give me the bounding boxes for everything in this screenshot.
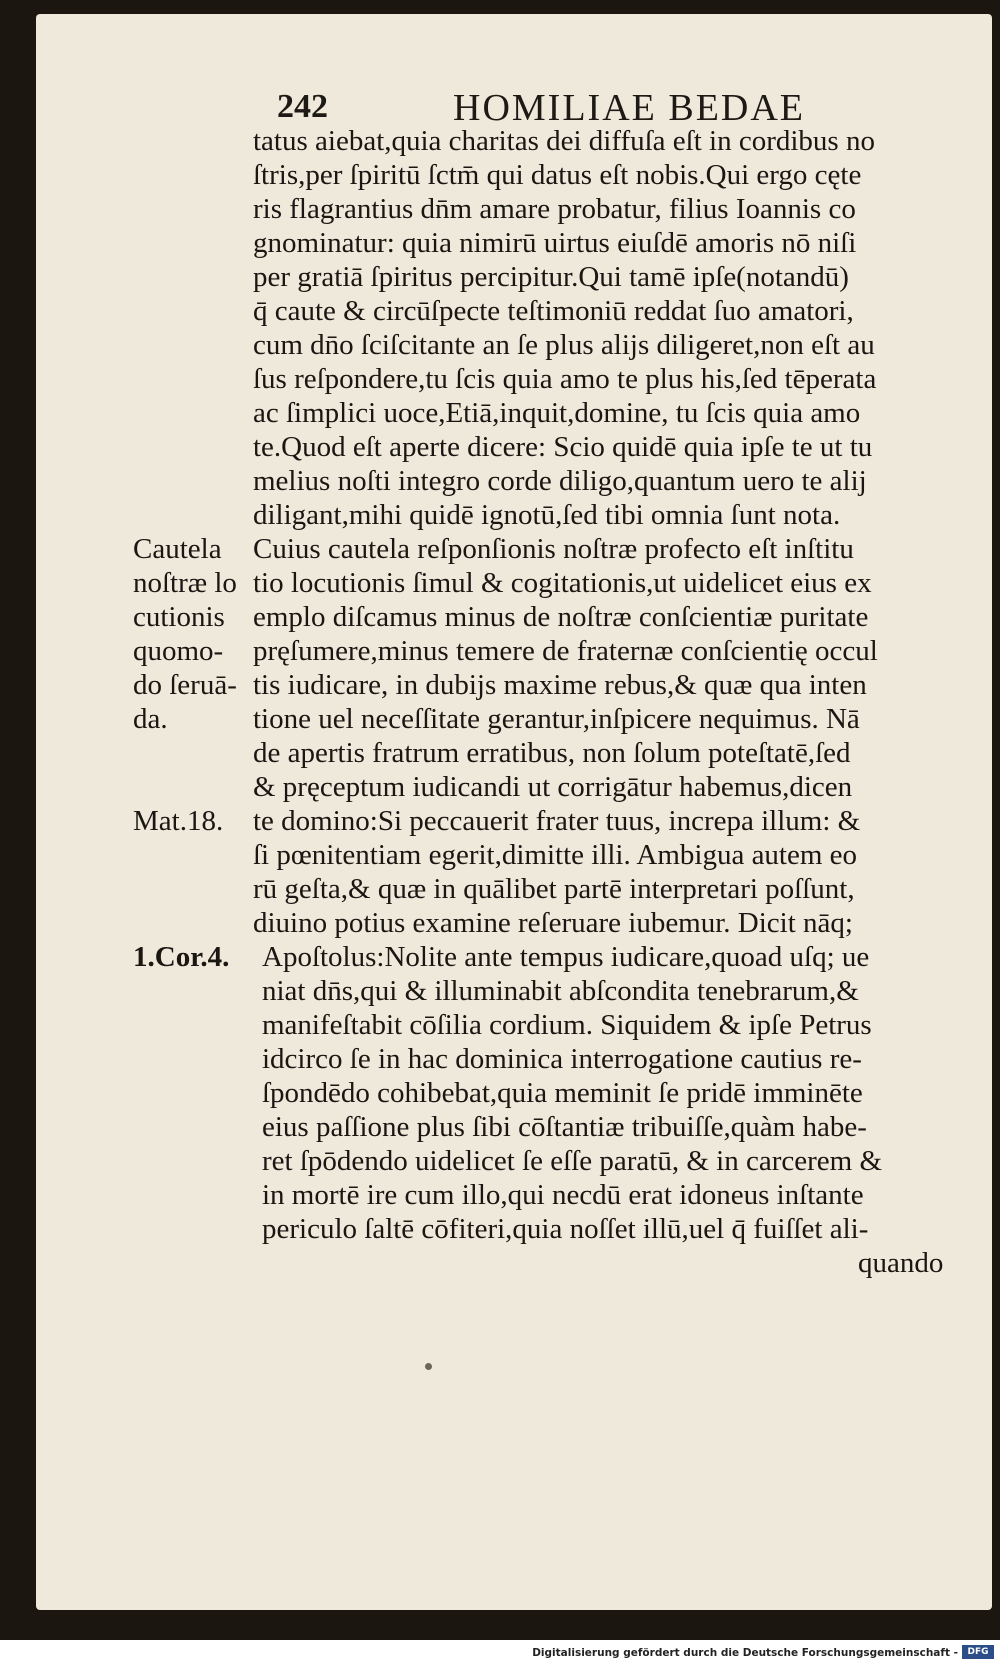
text-line: gnominatur: quia nimirū uirtus eiuſdē amoris nō niſi: [253, 227, 857, 259]
margin-note: 1.Cor.4.: [133, 941, 230, 973]
text-line: tione uel neceſſitate gerantur,inſpicere nequimus. Nā: [253, 703, 860, 735]
text-line: ſtris,per ſpiritū ſctm̄ qui datus eſt nobis.Qui ergo cęte: [253, 159, 862, 191]
text-line: te domino:Si peccauerit frater tuus, increpa illum: &: [253, 805, 861, 837]
text-line: pręſumere,minus temere de fraternæ conſcientię occul: [253, 635, 878, 667]
text-line: ret ſpōdendo uidelicet ſe eſſe paratū, & in carcerem &: [262, 1145, 883, 1177]
margin-note: Mat.18.: [133, 805, 224, 837]
dfg-logo: DFG: [962, 1645, 994, 1659]
page-number: 242: [277, 88, 328, 125]
text-line: cum dn̄o ſciſcitante an ſe plus alijs diligeret,non eſt au: [253, 329, 875, 361]
margin-note: cutionis: [133, 601, 225, 633]
text-line: in mortē ire cum illo,qui necdū erat idoneus inſtante: [262, 1179, 864, 1211]
text-line: q̄ caute & circūſpecte teſtimoniū reddat ſuo amatori,: [253, 295, 854, 327]
text-line: ſus reſpondere,tu ſcis quia amo te plus his,ſed tēperata: [253, 363, 877, 395]
text-line: Cuius cautela reſponſionis noſtræ profecto eſt inſtitu: [253, 533, 854, 565]
text-line: te.Quod eſt aperte dicere: Scio quidē quia ipſe te ut tu: [253, 431, 873, 463]
margin-note: do ſeruā-: [133, 669, 237, 701]
funding-credit: Digitalisierung gefördert durch die Deutsche Forschungsgemeinschaft -: [532, 1647, 958, 1659]
text-line: rū geſta,& quæ in quālibet partē interpretari poſſunt,: [253, 873, 855, 905]
text-line: melius noſti integro corde diligo,quantum uero te alij: [253, 465, 867, 497]
text-line: per gratiā ſpiritus percipitur.Qui tamē ipſe(notandū): [253, 261, 849, 293]
text-line: eius paſſione plus ſibi cōſtantiæ tribuiſſe,quàm habe-: [262, 1111, 867, 1143]
ink-spot: [425, 1363, 432, 1370]
text-line: & pręceptum iudicandi ut corrigātur habemus,dicen: [253, 771, 853, 803]
text-line: ſi pœnitentiam egerit,dimitte illi. Ambigua autem eo: [253, 839, 858, 871]
text-line: tis iudicare, in dubijs maxime rebus,& quæ qua inten: [253, 669, 867, 701]
text-line: de apertis fratrum erratibus, non ſolum poteſtatē,ſed: [253, 737, 851, 769]
running-title: HOMILIAE BEDAE: [453, 87, 806, 129]
text-line: niat dn̄s,qui & illuminabit abſcondita tenebrarum,&: [262, 975, 859, 1007]
margin-note: quomo-: [133, 635, 224, 667]
text-line: Apoſtolus:Nolite ante tempus iudicare,quoad uſq; ue: [262, 941, 870, 973]
margin-note: Cautela: [133, 533, 222, 565]
text-line: tio locutionis ſimul & cogitationis,ut uidelicet eius ex: [253, 567, 872, 599]
margin-note: noſtræ lo: [133, 567, 237, 599]
text-line: ſpondēdo cohibebat,quia meminit ſe pridē imminēte: [262, 1077, 863, 1109]
text-line: emplo diſcamus minus de noſtræ conſcientiæ puritate: [253, 601, 869, 633]
text-line: periculo ſaltē cōfiteri,quia noſſet illū,uel q̄ fuiſſet ali-: [262, 1213, 869, 1245]
text-line-catchword: quando: [858, 1247, 944, 1279]
text-line: diligant,mihi quidē ignotū,ſed tibi omnia ſunt nota.: [253, 499, 841, 531]
text-line: manifeſtabit cōſilia cordium. Siquidem & ipſe Petrus: [262, 1009, 872, 1041]
text-line: tatus aiebat,quia charitas dei diffuſa eſt in cordibus no: [253, 125, 875, 157]
text-line: ac ſimplici uoce,Etiā,inquit,domine, tu ſcis quia amo: [253, 397, 861, 429]
text-line: diuino potius examine reſeruare iubemur. Dicit nāq;: [253, 907, 853, 939]
text-line: idcirco ſe in hac dominica interrogatione cautius re-: [262, 1043, 862, 1075]
text-line: ris flagrantius dn̄m amare probatur, filius Ioannis co: [253, 193, 856, 225]
margin-note: da.: [133, 703, 168, 735]
